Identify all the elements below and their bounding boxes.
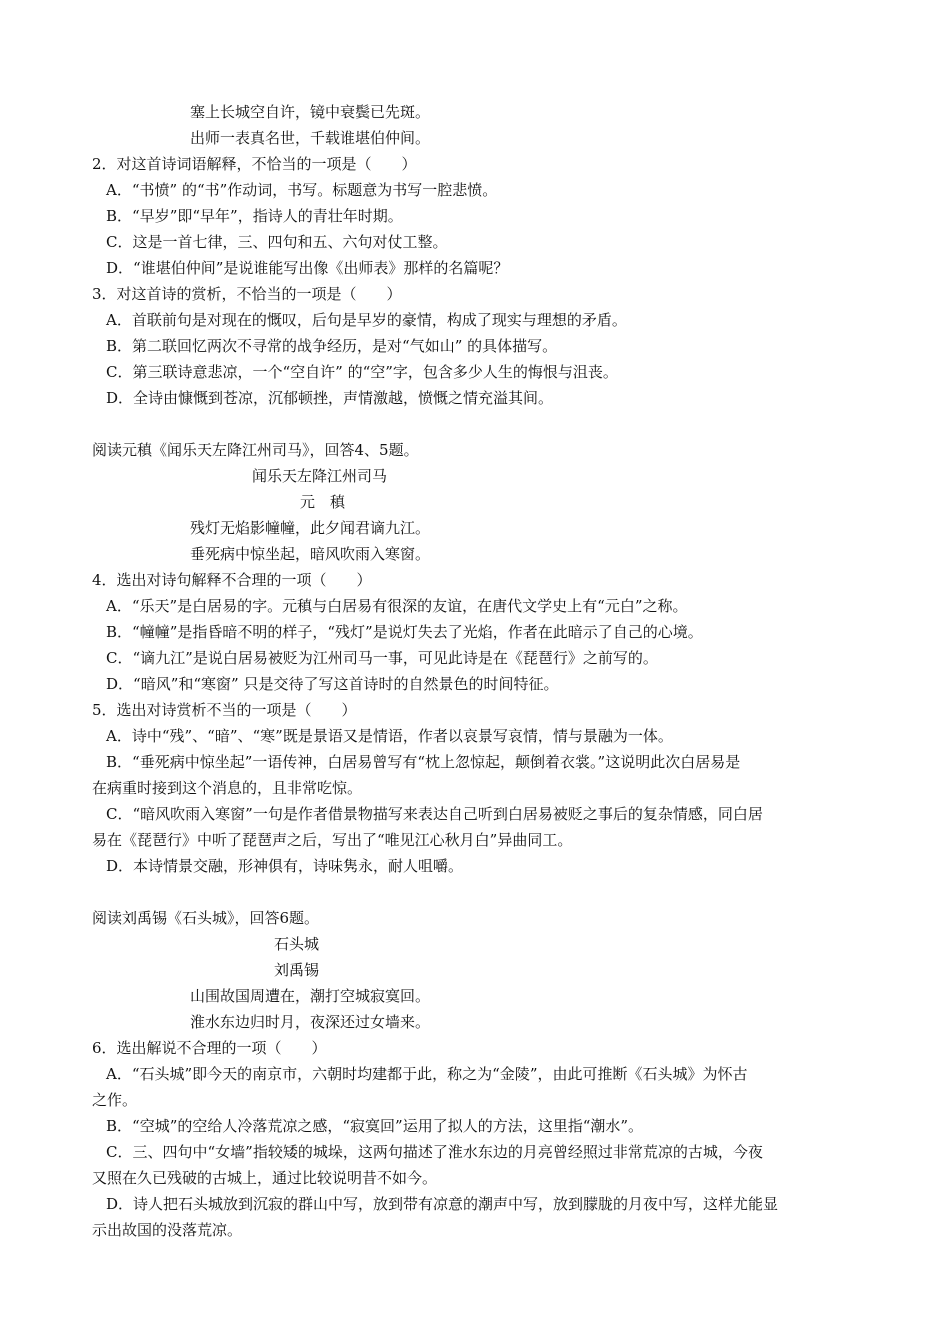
poem-line: 山围故国周遭在，潮打空城寂寞回。 bbox=[190, 987, 431, 1005]
option-b-continued: 在病重时接到这个消息的，且非常吃惊。 bbox=[92, 779, 363, 797]
option-d-continued: 示出故国的没落荒凉。 bbox=[92, 1221, 243, 1239]
poem-author: 刘禹锡 bbox=[274, 961, 320, 979]
section-intro: 阅读刘禹锡《石头城》，回答6题。 bbox=[92, 909, 320, 927]
question-stem: 5．选出对诗赏析不当的一项是（ ） bbox=[92, 701, 357, 719]
option-c-continued: 易在《琵琶行》中听了琵琶声之后，写出了“唯见江心秋月白”异曲同工。 bbox=[92, 831, 573, 849]
option-d: D．诗人把石头城放到沉寂的群山中写，放到带有凉意的潮声中写，放到朦胧的月夜中写，这样尤能显 bbox=[106, 1195, 779, 1213]
option-c: C．“谪九江”是说白居易被贬为江州司马一事，可见此诗是在《琵琶行》之前写的。 bbox=[106, 649, 658, 667]
option-c-continued: 又照在久已残破的古城上，通过比较说明昔不如今。 bbox=[92, 1169, 438, 1187]
option-b: B．“早岁”即“早年”，指诗人的青壮年时期。 bbox=[106, 207, 403, 225]
option-c: C．这是一首七律，三、四句和五、六句对仗工整。 bbox=[106, 233, 448, 251]
option-d: D．“谁堪伯仲间”是说谁能写出像《出师表》那样的名篇呢？ bbox=[106, 259, 509, 277]
option-c: C．第三联诗意悲凉，一个“空自许” 的“空”字，包含多少人生的悔恨与沮丧。 bbox=[106, 363, 618, 381]
poem-author: 元 稹 bbox=[300, 493, 346, 511]
poem-line: 淮水东边归时月，夜深还过女墙来。 bbox=[190, 1013, 431, 1031]
poem-line: 出师一表真名世，千载谁堪伯仲间。 bbox=[190, 129, 431, 147]
section-intro: 阅读元稹《闻乐天左降江州司马》，回答4、5题。 bbox=[92, 441, 419, 459]
option-a-continued: 之作。 bbox=[92, 1091, 138, 1109]
option-c: C．“暗风吹雨入寒窗”一句是作者借景物描写来表达自己听到白居易被贬之事后的复杂情感，同白居 bbox=[106, 805, 763, 823]
poem-line: 残灯无焰影幢幢，此夕闻君谪九江。 bbox=[190, 519, 431, 537]
poem-line: 塞上长城空自许，镜中衰鬓已先斑。 bbox=[190, 103, 431, 121]
option-b: B．“垂死病中惊坐起”一语传神，白居易曾写有“枕上忽惊起，颠倒着衣裳。”这说明此次白居易是 bbox=[106, 753, 741, 771]
option-b: B．“空城”的空给人冷落荒凉之感，“寂寞回”运用了拟人的方法，这里指“潮水”。 bbox=[106, 1117, 644, 1135]
option-a: A．诗中“残”、“暗”、“寒”既是景语又是情语，作者以哀景写哀情，情与景融为一体。 bbox=[106, 727, 673, 745]
option-a: A．“石头城”即今天的南京市，六朝时均建都于此，称之为“金陵”，由此可推断《石头城》为怀古 bbox=[106, 1065, 748, 1083]
question-stem: 2．对这首诗词语解释，不恰当的一项是（ ） bbox=[92, 155, 417, 173]
question-stem: 6．选出解说不合理的一项（ ） bbox=[92, 1039, 327, 1057]
poem-title: 石头城 bbox=[274, 935, 320, 953]
poem-title: 闻乐天左降江州司马 bbox=[252, 467, 388, 485]
option-d: D．“暗风”和“寒窗” 只是交待了写这首诗时的自然景色的时间特征。 bbox=[106, 675, 559, 693]
option-b: B．第二联回忆两次不寻常的战争经历，是对“气如山” 的具体描写。 bbox=[106, 337, 558, 355]
question-stem: 4．选出对诗句解释不合理的一项（ ） bbox=[92, 571, 372, 589]
option-d: D．全诗由慷慨到苍凉，沉郁顿挫，声情激越，愤慨之情充溢其间。 bbox=[106, 389, 554, 407]
poem-line: 垂死病中惊坐起，暗风吹雨入寒窗。 bbox=[190, 545, 431, 563]
option-d: D．本诗情景交融，形神俱有，诗味隽永，耐人咀嚼。 bbox=[106, 857, 464, 875]
option-b: B．“幢幢”是指昏暗不明的样子，“残灯”是说灯失去了光焰，作者在此暗示了自己的心境。 bbox=[106, 623, 703, 641]
option-a: A．首联前句是对现在的慨叹，后句是早岁的豪情，构成了现实与理想的矛盾。 bbox=[106, 311, 627, 329]
question-stem: 3．对这首诗的赏析，不恰当的一项是（ ） bbox=[92, 285, 402, 303]
option-a: A．“乐天”是白居易的字。元稹与白居易有很深的友谊，在唐代文学史上有“元白”之称。 bbox=[106, 597, 688, 615]
option-a: A．“书愤” 的“书”作动词，书写。标题意为书写一腔悲愤。 bbox=[106, 181, 498, 199]
option-c: C．三、四句中“女墙”指较矮的城垛，这两句描述了淮水东边的月亮曾经照过非常荒凉的古城，今夜 bbox=[106, 1143, 763, 1161]
